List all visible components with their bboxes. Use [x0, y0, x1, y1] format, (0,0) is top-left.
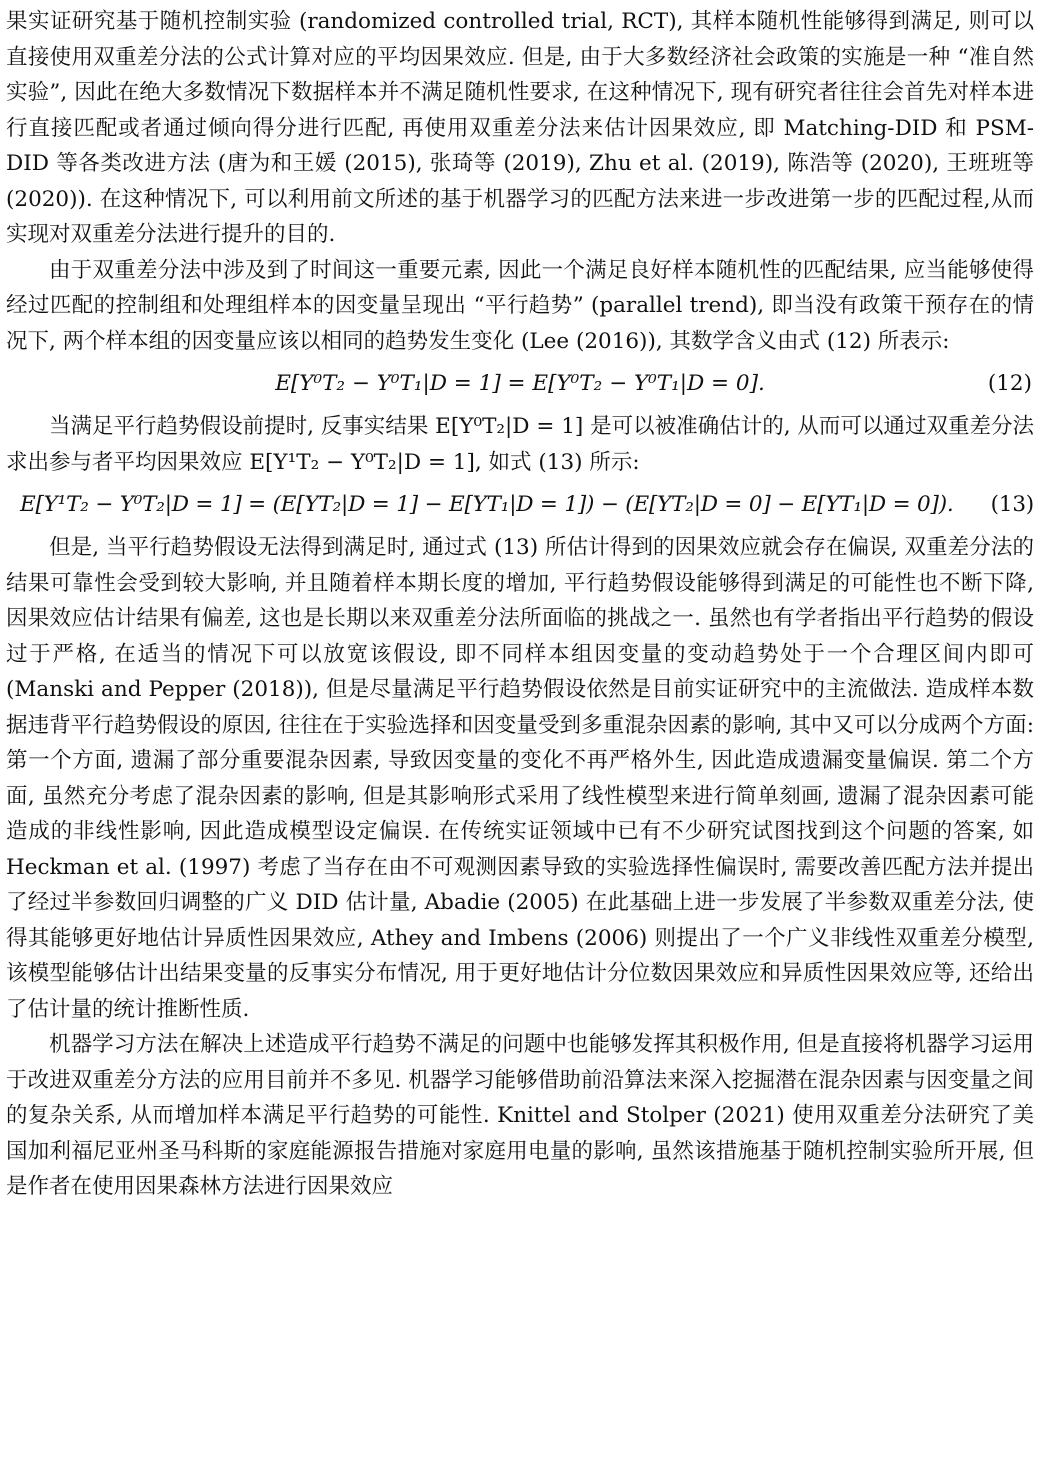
paragraph-5: 机器学习方法在解决上述造成平行趋势不满足的问题中也能够发挥其积极作用, 但是直接将机器学习运用于改进双重差分方法的应用目前并不多见. 机器学习能够借助前沿算法来深入挖掘潜在混杂因素与因变量之间的复杂关系, 从而增加样本满足平行趋势的可能性. Knittel and Stolper (2021) 使用双重差分法研究了美国加利福尼亚州圣马科斯的家庭能源报告措施对家庭用电量的影响, 虽然该措施基于随机控制实验所开展, 但是作者在使用因果森林方法进行因果效应 — [6, 1032, 1034, 1199]
paragraph-2: 由于双重差分法中涉及到了时间这一重要元素, 因此一个满足良好样本随机性的匹配结果, 应当能够使得经过匹配的控制组和处理组样本的因变量呈现出 “平行趋势” (parallel trend), 即当没有政策干预存在的情况下, 两个样本组的因变量应该以相同的趋势发生变化 (Lee (2016)), 其数学含义由式 (12) 所表示: — [6, 257, 1034, 354]
equation-12-formula: E[Y⁰T₂ − Y⁰T₁|D = 1] = E[Y⁰T₂ − Y⁰T₁|D = 0]. — [275, 371, 765, 396]
equation-12-number: (12) — [987, 371, 1032, 396]
equation-12 — [6, 359, 1034, 409]
paragraph-4: 但是, 当平行趋势假设无法得到满足时, 通过式 (13) 所估计得到的因果效应就会存在偏误, 双重差分法的结果可靠性会受到较大影响, 并且随着样本期长度的增加, 平行趋势假设能够得到满足的可能性也不断下降, 因果效应估计结果有偏差, 这也是长期以来双重差分法所面临的挑战之一. 虽然也有学者指出平行趋势的假设过于严格, 在适当的情况下可以放宽该假设, 即不同样本组因变量的变动趋势处于一个合理区间内即可 (Manski and Pepper (2018)), 但是尽量满足平行趋势假设依然是目前实证研究中的主流做法. 造成样本数据违背平行趋势假设的原因, 往往在于实验选择和因变量受到多重混杂因素的影响, 其中又可以分成两个方面: 第一个方面, 遗漏了部分重要混杂因素, 导致因变量的变化不再严格外生, 因此造成遗漏变量偏误. 第二个方面, 虽然充分考虑了混杂因素的影响, 但是其影响形式采用了线性模型来进行简单刻画, 遗漏了混杂因素可能造成的非线性影响, 因此造成模型设定偏误. 在传统实证领域中已有不少研究试图找到这个问题的答案, 如 Heckman et al. (1997) 考虑了当存在由不可观测因素导致的实验选择性偏误时, 需要改善匹配方法并提出了经过半参数回归调整的广义 DID 估计量, Abadie (2005) 在此基础上进一步发展了半参数双重差分法, 使得其能够更好地估计异质性因果效应, Athey and Imbens (2006) 则提出了一个广义非线性双重差分模型, 该模型能够估计出结果变量的反事实分布情况, 用于更好地估计分位数因果效应和异质性因果效应等, 还给出了估计量的统计推断性质. — [6, 535, 1034, 1022]
equation-13-number: (13) — [990, 492, 1034, 517]
equation-13-formula: E[Y¹T₂ − Y⁰T₂|D = 1] = (E[YT₂|D = 1] − E[YT₁|D = 1]) − (E[YT₂|D = 0] − E[YT₁|D = 0]). — [20, 492, 954, 517]
paragraph-1: 果实证研究基于随机控制实验 (randomized controlled trial, RCT), 其样本随机性能够得到满足, 则可以直接使用双重差分法的公式计算对应的平均因果效应. 但是, 由于大多数经济社会政策的实施是一种 “准自然实验”, 因此在绝大多数情况下数据样本并不满足随机性要求, 在这种情况下, 现有研究者往往会首先对样本进行直接匹配或者通过倾向得分进行匹配, 再使用双重差分法来估计因果效应, 即 Matching-DID 和 PSM-DID 等各类改进方法 (唐为和王媛 (2015), 张琦等 (2019), Zhu et al. (2019), 陈浩等 (2020), 王班班等 (2020)). 在这种情况下, 可以利用前文所述的基于机器学习的匹配方法来进一步改进第一步的匹配过程,从而实现对双重差分法进行提升的目的. — [6, 9, 1034, 247]
equation-13 — [6, 480, 1034, 530]
paragraph-3: 当满足平行趋势假设前提时, 反事实结果 E[Y⁰T₂|D = 1] 是可以被准确估计的, 从而可以通过双重差分法求出参与者平均因果效应 E[Y¹T₂ − Y⁰T₂|D = 1], 如式 (13) 所示: — [6, 414, 1034, 475]
